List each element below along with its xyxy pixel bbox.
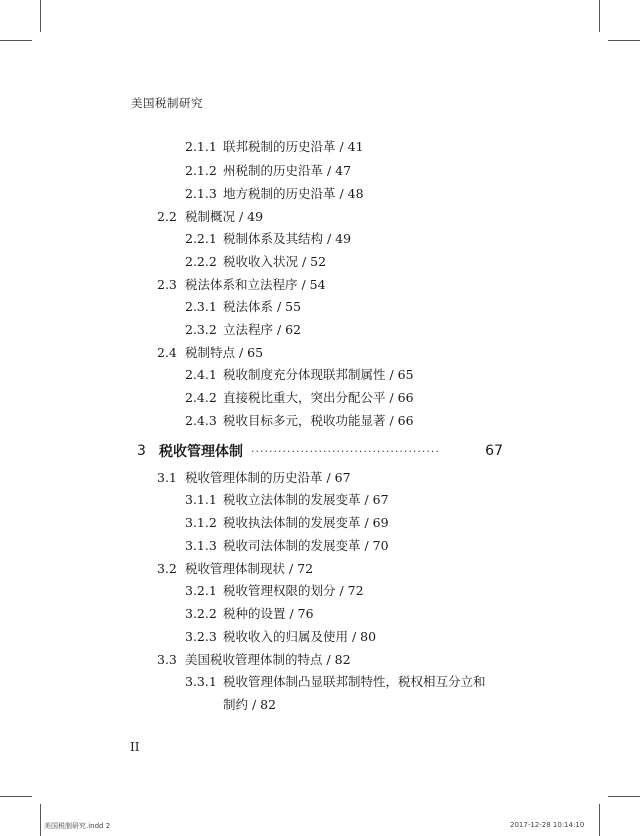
toc-entry-title: 立法程序 / 62 — [223, 322, 302, 337]
crop-mark — [40, 804, 41, 836]
toc-entry-number: 3.2.3 — [185, 629, 217, 644]
toc-entry-title: 税法体系 / 55 — [223, 299, 302, 314]
running-title: 美国税制研究 — [131, 96, 203, 110]
toc-entry[interactable] — [185, 299, 301, 315]
toc-entry[interactable] — [185, 390, 414, 406]
toc-entry-title: 税收收入的归属及使用 / 80 — [223, 629, 377, 644]
toc-section[interactable] — [157, 652, 351, 668]
toc-section-number: 2.2 — [157, 209, 177, 224]
toc-entry[interactable] — [185, 629, 376, 645]
toc-section-number: 3.2 — [157, 561, 177, 576]
toc-entry-number: 2.1.2 — [185, 163, 217, 178]
toc-entry-number: 3.2.1 — [185, 583, 217, 598]
toc-entry-continuation[interactable] — [185, 697, 276, 713]
toc-entry[interactable] — [185, 674, 486, 690]
toc-section-number: 2.4 — [157, 345, 177, 360]
chapter-title: 税收管理体制 — [159, 444, 243, 460]
toc-entry-number: 2.2.1 — [185, 231, 217, 246]
toc-entry-title: 税收制度充分体现联邦制属性 / 65 — [223, 367, 414, 382]
toc-entry[interactable] — [185, 254, 326, 270]
toc-entry-number: 2.2.2 — [185, 254, 217, 269]
toc-entry-number: 2.1.1 — [185, 139, 217, 154]
toc-entry-number: 2.4.2 — [185, 390, 217, 405]
toc-entry[interactable] — [185, 186, 364, 202]
crop-mark — [0, 796, 32, 797]
toc-entry[interactable] — [185, 367, 414, 383]
toc-entry[interactable] — [185, 231, 351, 247]
toc-entry-number: 2.1.3 — [185, 186, 217, 201]
crop-mark — [608, 40, 640, 41]
toc-entry[interactable] — [185, 606, 314, 622]
toc-section[interactable] — [157, 277, 326, 293]
toc-entry[interactable] — [185, 538, 389, 554]
toc-entry-title: 税收目标多元，税收功能显著 / 66 — [223, 413, 414, 428]
crop-mark — [599, 804, 600, 836]
toc-section-number: 3.1 — [157, 470, 177, 485]
slug-filename: 美国税制研究.indd 2 — [44, 822, 111, 830]
toc-entry-number: 3.2.2 — [185, 606, 217, 621]
chapter-page: 67 — [485, 443, 503, 459]
toc-section[interactable] — [157, 561, 313, 577]
crop-mark — [40, 0, 41, 32]
toc-entry-title: 联邦税制的历史沿革 / 41 — [223, 139, 364, 154]
toc-section[interactable] — [157, 345, 263, 361]
toc-entry-title: 制约 / 82 — [223, 697, 277, 712]
toc-entry-title: 税收管理体制凸显联邦制特性，税权相互分立和 — [223, 674, 486, 689]
toc-entry-title: 税收管理权限的划分 / 72 — [223, 583, 364, 598]
toc-entry-title: 税种的设置 / 76 — [223, 606, 314, 621]
toc-entry-title: 税收司法体制的发展变革 / 70 — [223, 538, 389, 553]
toc-entry-number: 3.1.1 — [185, 492, 217, 507]
crop-mark — [0, 40, 32, 41]
toc-entry-number: 3.1.2 — [185, 515, 217, 530]
toc-section[interactable] — [157, 470, 351, 486]
toc-section[interactable] — [157, 209, 263, 225]
toc-entry[interactable] — [185, 413, 414, 429]
toc-entry[interactable] — [185, 492, 389, 508]
toc-entry-title: 州税制的历史沿革 / 47 — [223, 163, 352, 178]
toc-entry[interactable] — [185, 139, 364, 155]
toc-section-title: 税收管理体制现状 / 72 — [185, 561, 314, 576]
slug-timestamp: 2017-12-28 10:14:10 — [510, 821, 585, 829]
dot-leader: ·········································· — [251, 444, 440, 458]
toc-entry[interactable] — [185, 322, 301, 338]
page-number: II — [130, 740, 140, 754]
chapter-number: 3 — [137, 443, 146, 459]
toc-section-title: 美国税收管理体制的特点 / 82 — [185, 652, 351, 667]
toc-entry-title: 税收收入状况 / 52 — [223, 254, 327, 269]
toc-entry-number: 3.1.3 — [185, 538, 217, 553]
toc-section-title: 税制特点 / 65 — [185, 345, 264, 360]
toc-section-number: 2.3 — [157, 277, 177, 292]
toc-entry[interactable] — [185, 515, 389, 531]
toc-entry-title: 税制体系及其结构 / 49 — [223, 231, 352, 246]
toc-section-title: 税收管理体制的历史沿革 / 67 — [185, 470, 351, 485]
toc-section-title: 税法体系和立法程序 / 54 — [185, 277, 326, 292]
toc-entry-title: 税收执法体制的发展变革 / 69 — [223, 515, 389, 530]
toc-entry-number: 2.3.1 — [185, 299, 217, 314]
toc-entry[interactable] — [185, 583, 364, 599]
toc-section-title: 税制概况 / 49 — [185, 209, 264, 224]
toc-entry-number: 2.3.2 — [185, 322, 217, 337]
toc-entry-number: 3.3.1 — [185, 674, 217, 689]
toc-entry-title: 税收立法体制的发展变革 / 67 — [223, 492, 389, 507]
toc-entry-title: 地方税制的历史沿革 / 48 — [223, 186, 364, 201]
crop-mark — [599, 0, 600, 32]
toc-entry-number: 2.4.3 — [185, 413, 217, 428]
crop-mark — [608, 796, 640, 797]
toc-entry-title: 直接税比重大，突出分配公平 / 66 — [223, 390, 414, 405]
toc-entry[interactable] — [185, 163, 351, 179]
toc-chapter[interactable] — [137, 441, 503, 461]
toc-section-number: 3.3 — [157, 652, 177, 667]
toc-entry-number: 2.4.1 — [185, 367, 217, 382]
